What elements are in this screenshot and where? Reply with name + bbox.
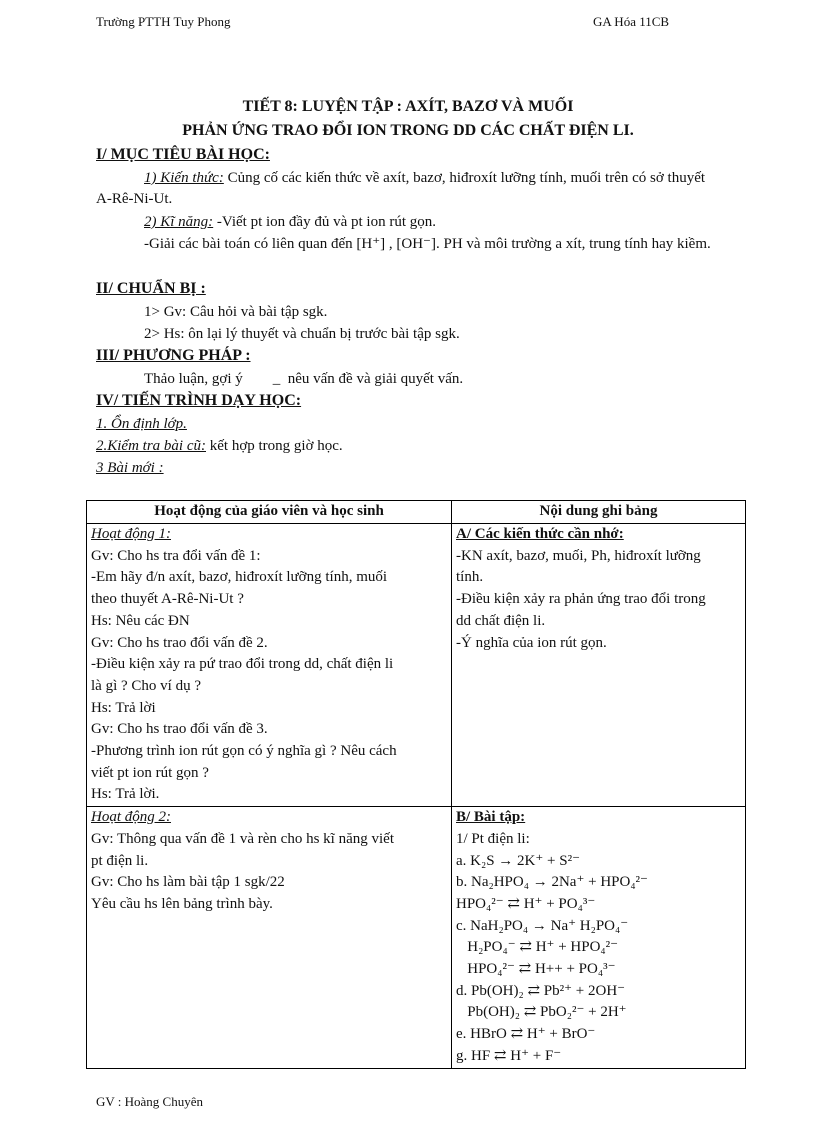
table-line: -Điều kiện xảy ra pứ trao đổi trong dd, chất điện li [91, 656, 394, 673]
section-prep-heading: II/ CHUẨN BỊ : [96, 280, 206, 297]
table-line: tính. [456, 569, 484, 586]
knowledge-text: Củng cố các kiến thức về axít, bazơ, hiđroxít lưỡng tính, muối trên có sở thuyết A-Rê-Ni-Ut. [96, 170, 706, 207]
row1-right-cell [452, 524, 746, 807]
title-text-1: TIẾT 8: LUYỆN TẬP : AXÍT, BAZƠ VÀ MUỐI [242, 98, 574, 115]
process-step-2 [96, 436, 720, 457]
lesson-table [86, 500, 746, 1069]
equation-line: Pb(OH)₂ ⇄ PbO₂²⁻ + 2H⁺ [456, 1004, 627, 1021]
table-line: dd chất điện li. [456, 612, 546, 629]
title-line-2: PHẢN ỨNG TRAO ĐỔI ION TRONG DD CÁC CHẤT ĐIỆN LI. [182, 122, 634, 139]
method-line: Thảo luận, gợi ý _ nêu vấn đề và giải quyết vấn. [144, 371, 464, 387]
equation-line: c. NaH₂PO₄ → Na⁺ H₂PO₄⁻ [456, 917, 629, 934]
table-line: Gv: Cho hs trao đổi vấn đề 3. [91, 721, 268, 738]
equation-line: e. HBrO ⇄ H⁺ + BrO⁻ [456, 1026, 596, 1043]
table-line: -KN axít, bazơ, muối, Ph, hiđroxít lưỡng [456, 547, 701, 564]
equation-line: a. K₂S → 2K⁺ + S²⁻ [456, 852, 581, 869]
table-line: là gì ? Cho ví dụ ? [91, 677, 201, 694]
equation-line: g. HF ⇄ H⁺ + F⁻ [456, 1047, 562, 1064]
skills-paragraph [144, 212, 720, 233]
process-step-1: 1. Ổn định lớp. [96, 416, 187, 432]
table-line: viết pt ion rút gọn ? [91, 764, 209, 781]
knowledge-paragraph [96, 168, 720, 210]
skills-text-2: -Giải các bài toán có liên quan đến [H⁺] , [OH⁻]. PH và môi trường a xít, trung tính hay kiềm. [144, 236, 711, 252]
table-line: -Phương trình ion rút gọn có ý nghĩa gì ? Nêu cách [91, 743, 397, 760]
table-line: pt điện li. [91, 852, 149, 869]
skills-text: -Viết pt ion đầy đủ và pt ion rút gọn. [213, 214, 436, 230]
process-step-2-label: 2.Kiểm tra bài cũ: [96, 438, 206, 454]
prep-line-1: 1> Gv: Câu hỏi và bài tập sgk. [144, 304, 328, 320]
table-line: Gv: Cho hs trao đổi vấn đề 2. [91, 634, 268, 651]
table-line: Hs: Trả lời. [91, 786, 160, 803]
section-b-heading: B/ Bài tập: [456, 809, 526, 826]
table-head-right: Nội dung ghi bảng [452, 501, 746, 524]
skills-label: 2) Kĩ năng: [144, 214, 214, 230]
table-line: -Ý nghĩa của ion rút gọn. [456, 634, 607, 651]
activity-1-heading: Hoạt động 1: [91, 526, 171, 542]
header-subject: GA Hóa 11CB [593, 14, 670, 29]
row2-left-cell [87, 807, 452, 1068]
process-step-3: 3 Bài mới : [96, 460, 164, 476]
table-line: Hs: Trả lời [91, 699, 156, 716]
equation-line: b. Na₂HPO₄ → 2Na⁺ + HPO₄²⁻ [456, 874, 648, 891]
footer-teacher: GV : Hoàng Chuyên [96, 1094, 204, 1109]
table-row [87, 807, 746, 1068]
equation-line: HPO₄²⁻ ⇄ H++ + PO₄³⁻ [456, 961, 616, 978]
table-line: theo thuyết A-Rê-Ni-Ut ? [91, 591, 244, 608]
row1-left-cell [87, 524, 452, 807]
equation-line: H₂PO₄⁻ ⇄ H⁺ + HPO₄²⁻ [456, 939, 619, 956]
row2-right-cell [452, 807, 746, 1068]
table-line: -Em hãy đ/n axít, bazơ, hiđroxít lưỡng tính, muối [91, 569, 388, 586]
table-line: Gv: Cho hs làm bài tập 1 sgk/22 [91, 874, 285, 891]
knowledge-label: 1) Kiến thức: [144, 170, 224, 186]
table-line: -Điều kiện xảy ra phản ứng trao đổi trong [456, 591, 706, 608]
title-line-1 [0, 98, 816, 116]
table-line: Hs: Nêu các ĐN [91, 612, 190, 629]
section-process-heading: IV/ TIẾN TRÌNH DẠY HỌC: [96, 392, 302, 409]
table-line: Gv: Cho hs tra đổi vấn đề 1: [91, 547, 261, 564]
table-line: Yêu cầu hs lên bảng trình bày. [91, 895, 273, 912]
equation-line: HPO₄²⁻ ⇄ H⁺ + PO₄³⁻ [456, 895, 596, 912]
table-row [87, 524, 746, 807]
process-step-2-text: kết hợp trong giờ học. [206, 438, 343, 454]
prep-line-2: 2> Hs: ôn lại lý thuyết và chuẩn bị trước bài tập sgk. [144, 326, 460, 342]
section-objectives-heading: I/ MỤC TIÊU BÀI HỌC: [96, 146, 270, 163]
header-school: Trường PTTH Tuy Phong [96, 14, 231, 29]
section-a-heading: A/ Các kiến thức cần nhớ: [456, 526, 624, 542]
section-method-heading: III/ PHƯƠNG PHÁP : [96, 347, 251, 364]
table-line: 1/ Pt điện li: [456, 830, 530, 847]
activity-2-heading: Hoạt động 2: [91, 809, 171, 826]
table-header-row [87, 501, 746, 524]
equation-line: d. Pb(OH)₂ ⇄ Pb²⁺ + 2OH⁻ [456, 982, 626, 999]
table-head-left: Hoạt động của giáo viên và học sinh [87, 501, 452, 524]
table-line: Gv: Thông qua vấn đề 1 và rèn cho hs kĩ năng viết [91, 830, 394, 847]
